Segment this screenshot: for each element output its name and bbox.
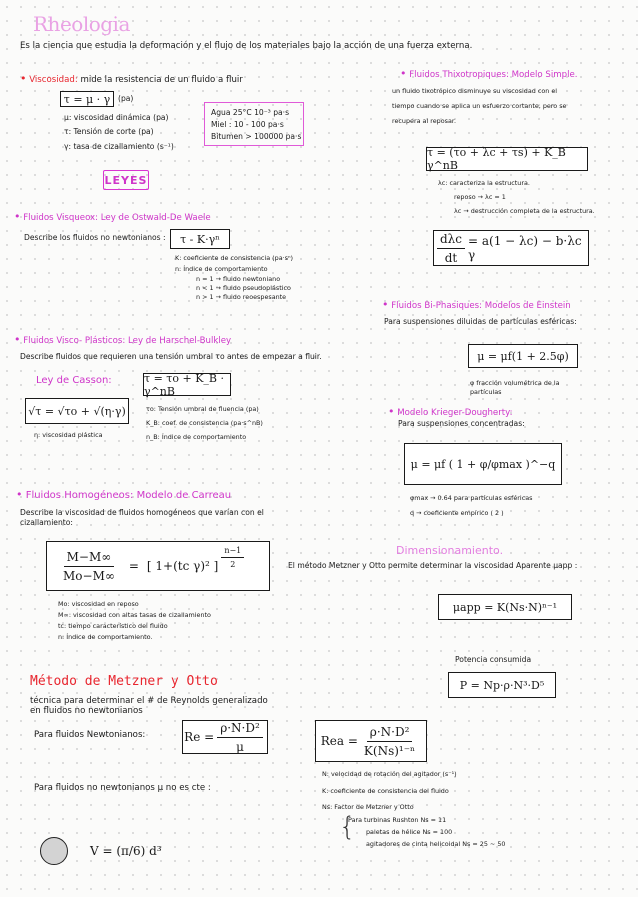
metodo-def-n: N: velocidad de rotación del agitador (s⁻¹) xyxy=(322,770,457,778)
plastico-def-3: n_B: Índice de comportamiento xyxy=(146,433,247,441)
app-viscosity-formula: μapp = K(Ns·N)ⁿ⁻¹ xyxy=(438,594,572,620)
example-water: Agua 25°C 10⁻³ pa·s xyxy=(211,108,290,117)
plastico-def-1: τo: Tensión umbral de fluencia (pa) xyxy=(146,405,259,413)
krieger-formula: μ = μf ( 1 + φ/φmax )^−q xyxy=(404,443,562,485)
casson-def: η: viscosidad plástica xyxy=(34,431,103,439)
metodo-def-k: K: coeficiente de consistencia del fluido xyxy=(322,787,449,795)
brace-icon: { xyxy=(339,812,356,842)
carreau-formula: $\frac{M-M\infty}{Mo-M\infty}$ = [ 1+(tc γ)² ] $\frac{n-1}{2}$ xyxy=(46,541,270,591)
dimension-heading: Dimensionamiento. xyxy=(396,544,504,557)
reynolds-apparent-formula: Rea = $\frac{\text{ρ·N·D²}}{\text{K(Ns)¹⁻ⁿ}}$ xyxy=(315,720,427,762)
thixo-def-3: λc → destrucción completa de la estructura. xyxy=(454,207,595,215)
plastico-desc: Describe fluidos que requieren una tensión umbral τo antes de empezar a fluir. xyxy=(20,352,322,361)
page-title: Rheologia xyxy=(33,12,130,36)
krieger-def-1: φmax → 0.64 para partículas esféricas xyxy=(410,494,533,502)
viscoso-heading: • Fluidos Visqueox: Ley de Ostwald-De Waele xyxy=(14,210,211,223)
viscoso-def-n1: n = 1 → fluido newtoniano xyxy=(196,275,281,283)
newtonian-label: Para fluidos Newtonianos: xyxy=(34,730,146,740)
herschel-formula: τ = τo + K_B · γ^nB xyxy=(143,373,231,396)
plastico-def-2: K_B: coef. de consistencia (pa·s^nB) xyxy=(146,419,263,427)
thixo-formula: τ = (τo + λc + τs) + K_B γ^nB xyxy=(426,147,588,171)
def-viscosidad-2: τ: Tensión de corte (pa) xyxy=(64,127,154,136)
metodo-desc-2: en fluidos no newtonianos xyxy=(30,706,143,716)
biphasic-heading: • Fluidos Bi-Phasiques: Modelos de Einstein xyxy=(382,298,571,311)
plastico-heading: • Fluidos Visco- Plásticos: Ley de Harschel-Bulkley xyxy=(14,333,232,346)
thixo-def-2: reposo → λc = 1 xyxy=(454,193,506,201)
ns-rushton: Para turbinas Rushton Ns = 11 xyxy=(348,816,447,824)
ns-helice: paletas de hélice Ns = 100 xyxy=(366,828,453,836)
dimension-desc: El método Metzner y Otto permite determinar la viscosidad Aparente μapp : xyxy=(288,561,578,570)
krieger-def-2: q → coeficiente empírico ( 2 ) xyxy=(410,509,504,517)
def-viscosidad-3: γ: tasa de cizallamiento (s⁻¹) xyxy=(64,142,174,151)
def-viscosidad-1: μ: viscosidad dinámica (pa) xyxy=(64,113,169,122)
example-honey: Miel : 10 - 100 pa·s xyxy=(211,120,284,129)
volume-formula: V = (π/6) d³ xyxy=(90,844,162,858)
examples-box xyxy=(204,102,304,146)
viscoso-desc: Describe los fluidos no newtonianos : xyxy=(24,233,166,242)
casson-heading: Ley de Casson: xyxy=(36,375,112,386)
viscosidad-heading: • Viscosidad: mide la resistencia de un fluido a fluir xyxy=(20,72,243,85)
leyes-label: LEYES xyxy=(103,170,149,190)
power-formula: P = Np·ρ·N³·D⁵ xyxy=(448,672,556,698)
viscoso-def-n2: n < 1 → fluido pseudoplástico xyxy=(196,284,291,292)
viscoso-def-n3: n > 1 → fluido reoespesante xyxy=(196,293,287,301)
viscoso-def-n: n: Índice de comportamiento xyxy=(175,265,268,273)
circle-icon xyxy=(40,837,68,865)
example-bitumen: Bitumen > 100000 pa·s xyxy=(211,132,302,141)
casson-formula: √τ = √τo + √(η·γ) xyxy=(25,398,129,424)
power-label: Potencia consumida xyxy=(455,655,532,664)
krieger-desc: Para suspensiones concentradas: xyxy=(398,419,525,428)
thixo-heading: • Fluidos Thixotropiques: Modelo Simple. xyxy=(400,67,578,80)
intro-text: Es la ciencia que estudia la deformación y el flujo de los materiales bajo la acción de una fuerza externa. xyxy=(20,41,473,51)
thixo-def-1: λc: caracteriza la estructura. xyxy=(438,179,530,187)
homogeneo-heading: • Fluidos Homogéneos: Modelo de Carreau xyxy=(16,488,232,501)
viscosidad-unit: (pa) xyxy=(118,94,134,103)
metodo-def-ns: Ns: Factor de Metzner y Otto xyxy=(322,803,414,811)
metodo-heading: Método de Metzner y Otto xyxy=(30,674,218,689)
dlambda-formula: $\frac{\text{dλc}}{dt}$ = a(1 − λc) − b·λc γ xyxy=(433,230,589,266)
einstein-formula: μ = μf(1 + 2.5φ) xyxy=(468,344,578,368)
non-newtonian-label: Para fluidos no newtonianos μ no es cte : xyxy=(34,783,211,793)
thixo-desc-3: recupera al reposar. xyxy=(392,117,456,125)
thixo-desc-1: un fluido tixotrópico disminuye su viscosidad con el xyxy=(392,87,558,95)
metodo-desc-1: técnica para determinar el # de Reynolds generalizado xyxy=(30,696,268,706)
krieger-heading: • Modelo Krieger-Dougherty: xyxy=(388,405,513,418)
homogeneo-desc-1: Describe la viscosidad de fluidos homogéneos que varían con el xyxy=(20,508,264,517)
homogeneo-desc-2: cizallamiento: xyxy=(20,518,73,527)
ostwald-formula: τ - K·γⁿ xyxy=(170,229,230,249)
reynolds-formula: Re = $\frac{\text{ρ·N·D²}}{\mu}$ xyxy=(182,720,268,754)
homogeneo-def-3: tc: tiempo característico del fluido xyxy=(58,622,168,630)
homogeneo-def-1: Mo: viscosidad en reposo xyxy=(58,600,139,608)
homogeneo-def-4: n: Índice de comportamiento. xyxy=(58,633,153,641)
biphasic-desc: Para suspensiones diluidas de partículas esféricas: xyxy=(384,317,577,326)
viscoso-def-k: K: coeficiente de consistencia (pa·sⁿ) xyxy=(175,254,294,262)
ns-helicoidal: agitadores de cinta helicoidal Ns = 25 ~ 50 xyxy=(366,840,506,848)
einstein-def: φ fracción volumétrica de la partículas xyxy=(470,379,560,396)
viscosidad-formula: τ = μ · γ xyxy=(60,91,114,107)
homogeneo-def-2: M∞: viscosidad con altas tasas de cizallamiento xyxy=(58,611,211,619)
thixo-desc-2: tiempo cuando se aplica un esfuerzo cortante, pero se xyxy=(392,102,567,110)
